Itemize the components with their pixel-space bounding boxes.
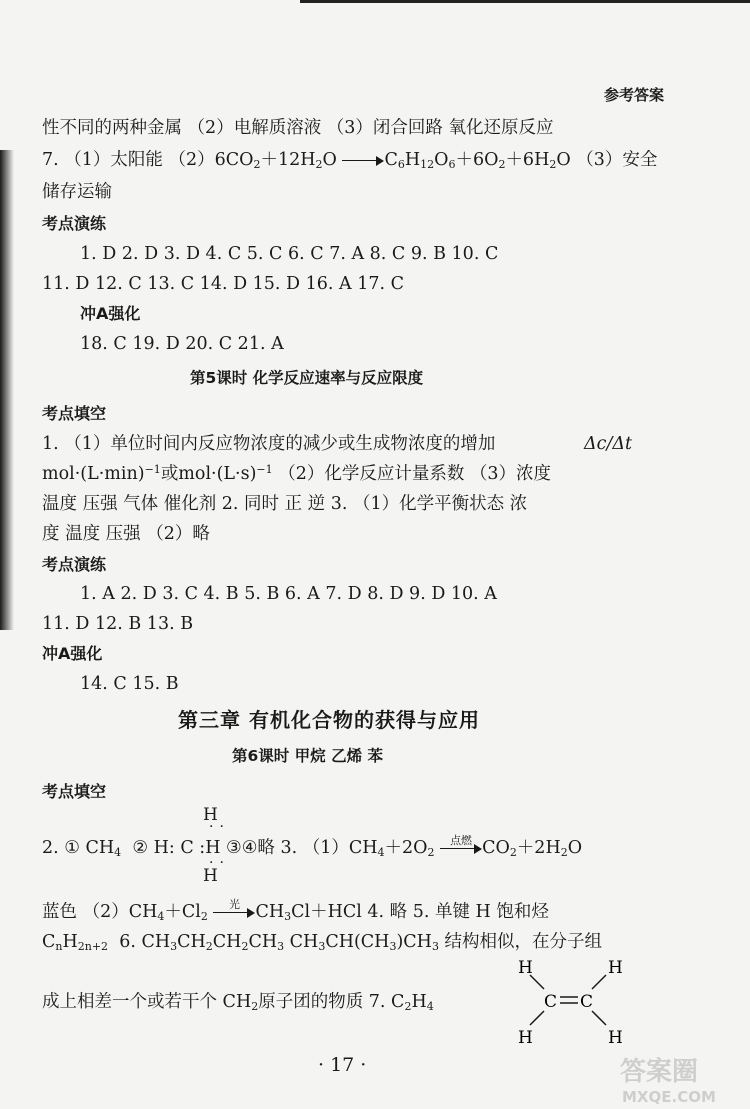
subheading: 考点填空 [42,404,107,423]
atom-h: H [518,1028,533,1047]
atom-c: C [580,992,594,1012]
text-line: $mol\cdot(L\cdot\min)^{-1}$或$mol\cdot(L\cdot s)^{-1}$ （2）化学反应计量系数 （3）浓度 [42,463,552,484]
reaction-arrow [342,156,384,166]
text-line: $C_nH_{2n+2}$ 6. $CH_3CH_2CH_2CH_3$ $CH_3CH(CH_3)CH_3$ 结构相似，在分子组 [42,932,602,953]
atom-h-top: H [203,805,218,825]
section-title: 第5课时 化学反应速率与反应限度 [190,369,424,387]
watermark-text: 答案圈 [620,1057,699,1087]
subheading: 考点演练 [42,214,107,233]
text-line: 成上相差一个或若干个 $CH_2$原子团的物质 7. $C_2H_4$ [42,992,434,1013]
page-number: · 17 · [318,1054,367,1076]
atom-c: C [544,992,558,1012]
subheading: 考点演练 [42,555,107,574]
answer-line: 11. D 12. B 13. B [42,614,194,634]
atom-h: H [608,958,623,978]
text-line: 温度 压强 气体 催化剂 2. 同时 正 逆 3. （1）化学平衡状态 浓 [42,494,528,514]
atom-h: H [608,1028,623,1047]
electron-dots-bottom: ·· [209,855,230,871]
watermark-logo [612,1050,742,1106]
text-line: 2. ① $CH_4$ ② H: C :H ③④略 3. $(1)CH_4+2O_2$ 点燃 $CO_2+2H_2O$ [42,833,583,859]
answer-line: 14. C 15. B [80,674,179,694]
text-line: 度 温度 压强 （2）略 [42,524,210,544]
ethylene-structure [510,955,630,1047]
reaction-arrow: 光 [213,908,255,918]
atom-h-bottom: H [203,866,218,886]
text-line: 性不同的两种金属 （2）电解质溶液 （3）闭合回路 氧化还原反应 [42,118,554,138]
answer-line: 18. C 19. D 20. C 21. A [80,334,284,354]
text-line: 蓝色 $(2)CH_4+Cl_2$ 光 $CH_3Cl+HCl$ 4. 略 5. 单键 H 饱和烃 [42,897,549,923]
section-title: 第6课时 甲烷 乙烯 苯 [232,747,383,765]
atom-h: H [518,958,533,978]
formula: Δc/Δt [584,434,633,454]
chapter-title: 第三章 有机化合物的获得与应用 [178,708,480,732]
subheading: 考点填空 [42,782,107,801]
electron-dots-top: ·· [209,819,230,835]
top-rule [300,0,750,3]
answer-line: 11. D 12. C 13. C 14. D 15. D 16. A 17. C [42,274,405,294]
watermark-url: MXQE.COM [622,1088,716,1106]
answer-line: 1. D 2. D 3. D 4. C 5. C 6. C 7. A 8. C 9. B 10. C [80,244,499,264]
answer-line: 1. A 2. D 3. C 4. B 5. B 6. A 7. D 8. D 9. D 10. A [80,584,497,604]
subheading: 冲A强化 [42,644,103,663]
text-line: 7. （1）太阳能 $(2)6CO_2+12H_2O$ $C_6H_{12}O_6+6O_2+6H_2O$ （3）安全 [42,150,658,171]
subheading: 冲A强化 [80,304,141,323]
scan-edge-shadow [0,150,14,630]
reaction-arrow: 点燃 [440,844,482,854]
page-header: 参考答案 [603,86,664,104]
text-line: 1. （1）单位时间内反应物浓度的减少或生成物浓度的增加 [42,434,496,454]
text-line: 储存运输 [42,182,112,202]
